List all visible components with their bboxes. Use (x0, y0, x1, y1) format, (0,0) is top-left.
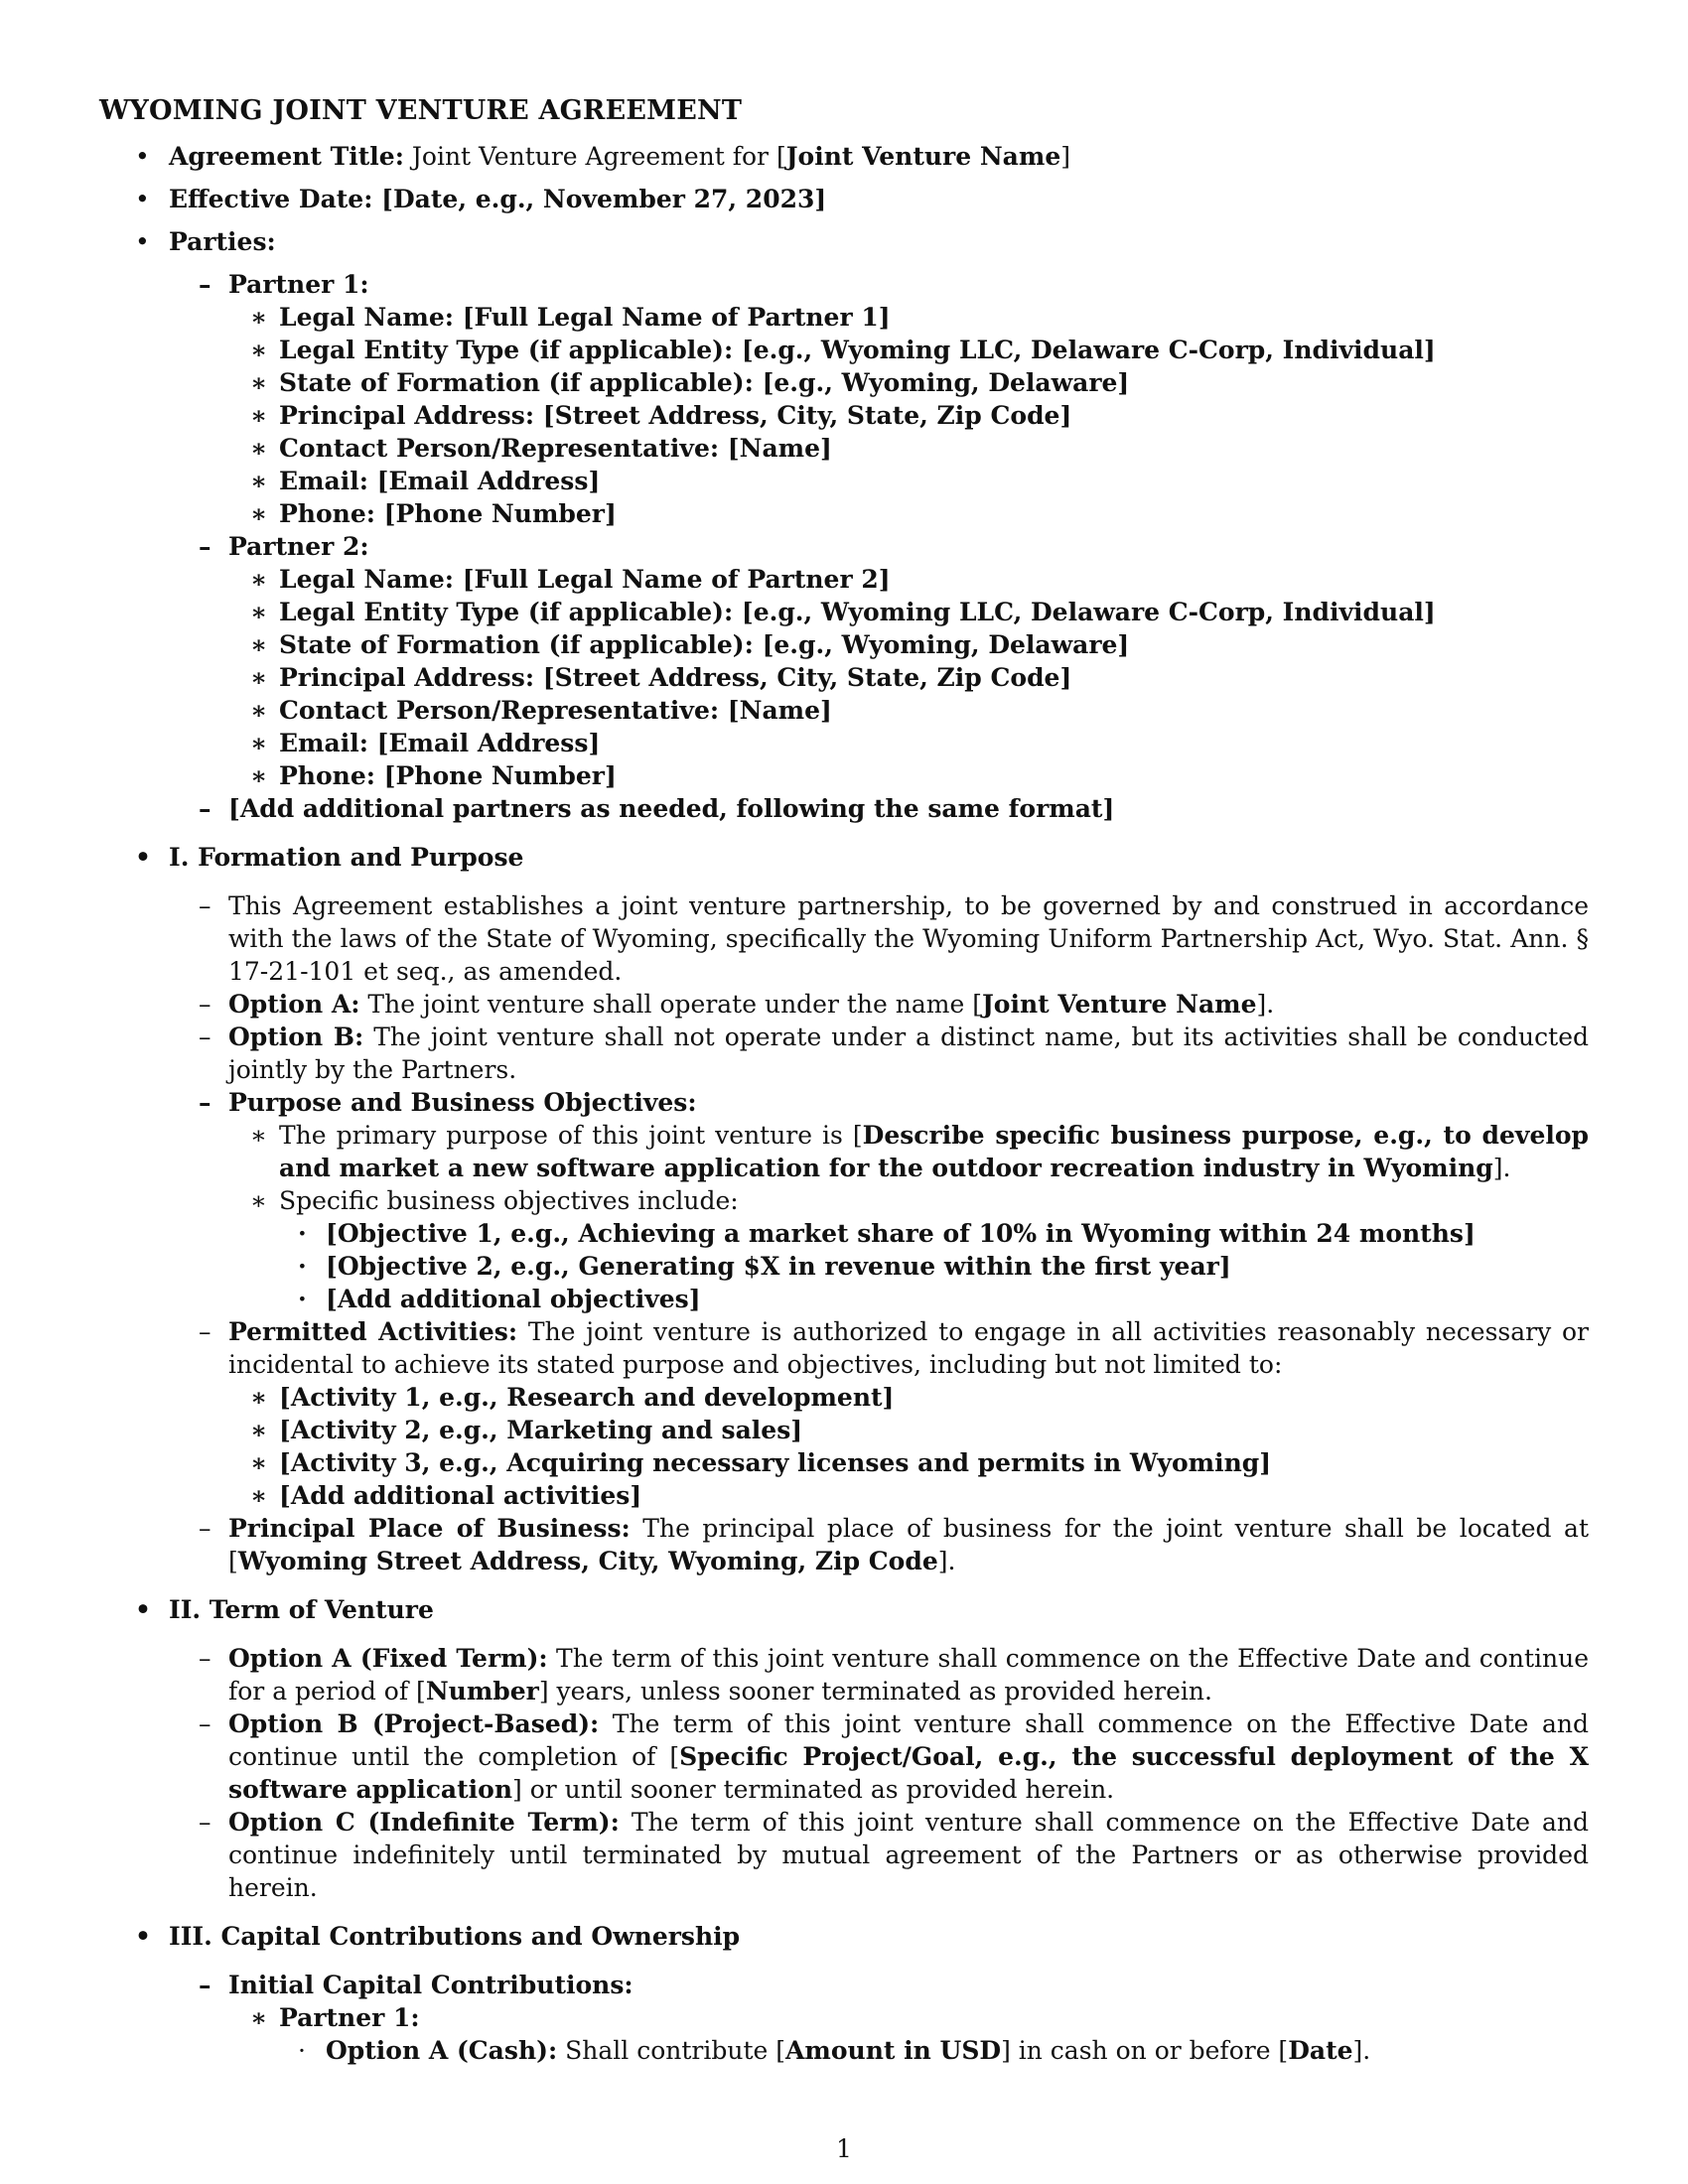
asterisk-marker: ∗ (250, 368, 268, 397)
asterisk-marker: ∗ (250, 565, 268, 594)
section-3-heading: • III. Capital Contributions and Ownership (135, 1922, 741, 1951)
partner-field: ∗ Contact Person/Representative: [Name] (250, 434, 832, 463)
dash-marker: – (199, 891, 211, 920)
asterisk-marker: ∗ (250, 1481, 268, 1510)
dash-marker: – (199, 1644, 211, 1673)
bullet-marker: • (135, 185, 150, 213)
dash-marker: – (199, 1023, 211, 1051)
permitted-activities: – Permitted Activities: The joint venture is authorized to engage in all activities reasonably necessary or incidental to achieve its stated purpose and objectives, including but not limited to: (199, 1317, 1590, 1379)
activity-item: ∗ [Activity 1, e.g., Research and development] (250, 1383, 895, 1412)
initial-contributions-heading: – Initial Capital Contributions: (199, 1971, 633, 1999)
effective-date-item: • Effective Date: [Date, e.g., November 27, 2023] (135, 185, 827, 213)
asterisk-marker: ∗ (250, 1186, 267, 1215)
term-option-b: – Option B (Project-Based): The term of this joint venture shall commence on the Effective Date and continue until the completion of [Specific Project/Goal, e.g., the successful deployment of the X software application] or until sooner terminated as provided herein. (199, 1709, 1589, 1804)
partner-field: ∗ Legal Entity Type (if applicable): [e.g., Wyoming LLC, Delaware C-Corp, Individual] (250, 336, 1436, 364)
section-1-heading: • I. Formation and Purpose (135, 843, 524, 872)
partner-field: ∗ Principal Address: [Street Address, City, State, Zip Code] (250, 401, 1072, 430)
dash-marker: – (199, 1317, 211, 1346)
partner-field: ∗ Email: [Email Address] (250, 729, 601, 757)
document-page (99, 95, 1589, 2067)
dot-marker: · (298, 1285, 307, 1313)
partner-field: ∗ Phone: [Phone Number] (250, 499, 617, 528)
asterisk-marker: ∗ (250, 434, 268, 463)
asterisk-marker: ∗ (250, 336, 268, 364)
dash-marker: – (199, 794, 211, 823)
document-title: WYOMING JOINT VENTURE AGREEMENT (99, 95, 743, 126)
partner-field: ∗ Contact Person/Representative: [Name] (250, 696, 832, 725)
asterisk-marker: ∗ (250, 696, 268, 725)
partner-field: ∗ Principal Address: [Street Address, City, State, Zip Code] (250, 663, 1072, 692)
asterisk-marker: ∗ (250, 1121, 267, 1150)
partner-2-heading: – Partner 2: (199, 532, 369, 561)
agreement-title-item: • Agreement Title: Joint Venture Agreement for [Joint Venture Name] (135, 142, 1070, 171)
asterisk-marker: ∗ (250, 401, 268, 430)
partner-field: ∗ State of Formation (if applicable): [e.g., Wyoming, Delaware] (250, 630, 1130, 659)
partner-1-heading: – Partner 1: (199, 270, 369, 299)
dot-marker: · (298, 2036, 306, 2065)
dash-marker: – (199, 990, 211, 1019)
purpose-heading: – Purpose and Business Objectives: (199, 1088, 697, 1117)
section-2-heading: • II. Term of Venture (135, 1595, 434, 1624)
dash-marker: – (199, 532, 211, 561)
page-number: 1 (836, 2134, 852, 2163)
activity-item: ∗ [Activity 2, e.g., Marketing and sales] (250, 1416, 803, 1444)
bullet-marker: • (135, 1922, 151, 1951)
governing-law-paragraph: – This Agreement establishes a joint venture partnership, to be governed by and construed in accordance with the laws of the State of Wyoming, specifically the Wyoming Uniform Partnership Act, Wyo. Stat. Ann. § 17-21-101 et seq., as amended. (199, 891, 1589, 986)
asterisk-marker: ∗ (250, 1448, 268, 1477)
principal-place-of-business: – Principal Place of Business: The principal place of business for the joint venture shall be located at [Wyoming Street Address, City, Wyoming, Zip Code]. (199, 1514, 1589, 1575)
partner-field: ∗ Legal Entity Type (if applicable): [e.g., Wyoming LLC, Delaware C-Corp, Individual] (250, 598, 1436, 626)
asterisk-marker: ∗ (250, 729, 268, 757)
bullet-marker: • (135, 1595, 151, 1624)
dot-marker: · (298, 1252, 307, 1281)
partner-field: ∗ Phone: [Phone Number] (250, 761, 617, 790)
activity-item: ∗ [Activity 3, e.g., Acquiring necessary licenses and permits in Wyoming] (250, 1448, 1272, 1477)
partner-field: ∗ Legal Name: [Full Legal Name of Partner 2] (250, 565, 891, 594)
partner-field: ∗ Legal Name: [Full Legal Name of Partner 1] (250, 303, 891, 332)
objective-item: · [Objective 2, e.g., Generating $X in revenue within the first year] (298, 1252, 1231, 1281)
parties-item: • Parties: (135, 227, 276, 256)
partner-field: ∗ Email: [Email Address] (250, 467, 601, 495)
section-1-option-a: – Option A: The joint venture shall operate under the name [Joint Venture Name]. (199, 990, 1275, 1019)
asterisk-marker: ∗ (250, 1383, 268, 1412)
add-partners-note: – [Add additional partners as needed, following the same format] (199, 794, 1115, 823)
purpose-statement: ∗ The primary purpose of this joint venture is [Describe specific business purpose, e.g., to develop and market a new software application for the outdoor recreation industry in Wyoming]. (250, 1121, 1589, 1182)
contribution-partner-1: ∗ Partner 1: (250, 2003, 420, 2032)
asterisk-marker: ∗ (250, 598, 268, 626)
asterisk-marker: ∗ (250, 630, 268, 659)
activity-item: ∗ [Add additional activities] (250, 1481, 642, 1510)
dash-marker: – (199, 1709, 211, 1738)
asterisk-marker: ∗ (250, 2003, 268, 2032)
dash-marker: – (199, 270, 211, 299)
dash-marker: – (199, 1088, 211, 1117)
term-option-a: – Option A (Fixed Term): The term of this joint venture shall commence on the Effective Date and continue for a period of [Number] years, unless sooner terminated as provided herein. (199, 1644, 1589, 1706)
dash-marker: – (199, 1971, 211, 1999)
asterisk-marker: ∗ (250, 761, 268, 790)
asterisk-marker: ∗ (250, 663, 268, 692)
objective-item: · [Objective 1, e.g., Achieving a market share of 10% in Wyoming within 24 months] (298, 1219, 1476, 1248)
bullet-marker: • (135, 843, 151, 872)
dash-marker: – (199, 1514, 211, 1543)
dash-marker: – (199, 1808, 211, 1837)
asterisk-marker: ∗ (250, 467, 268, 495)
asterisk-marker: ∗ (250, 1416, 268, 1444)
asterisk-marker: ∗ (250, 499, 268, 528)
asterisk-marker: ∗ (250, 303, 268, 332)
bullet-marker: • (135, 227, 150, 256)
objectives-intro: ∗ Specific business objectives include: (250, 1186, 739, 1215)
cash-option: · Option A (Cash): Shall contribute [Amount in USD] in cash on or before [Date]. (298, 2036, 1371, 2065)
objective-item: · [Add additional objectives] (298, 1285, 701, 1313)
bullet-marker: • (135, 142, 150, 171)
term-option-c: – Option C (Indefinite Term): The term of this joint venture shall commence on the Effective Date and continue indefinitely until terminated by mutual agreement of the Partners or as otherwise provided herein. (199, 1808, 1589, 1902)
section-1-option-b: – Option B: The joint venture shall not operate under a distinct name, but its activities shall be conducted jointly by the Partners. (199, 1023, 1589, 1084)
dot-marker: · (298, 1219, 307, 1248)
partner-field: ∗ State of Formation (if applicable): [e.g., Wyoming, Delaware] (250, 368, 1130, 397)
